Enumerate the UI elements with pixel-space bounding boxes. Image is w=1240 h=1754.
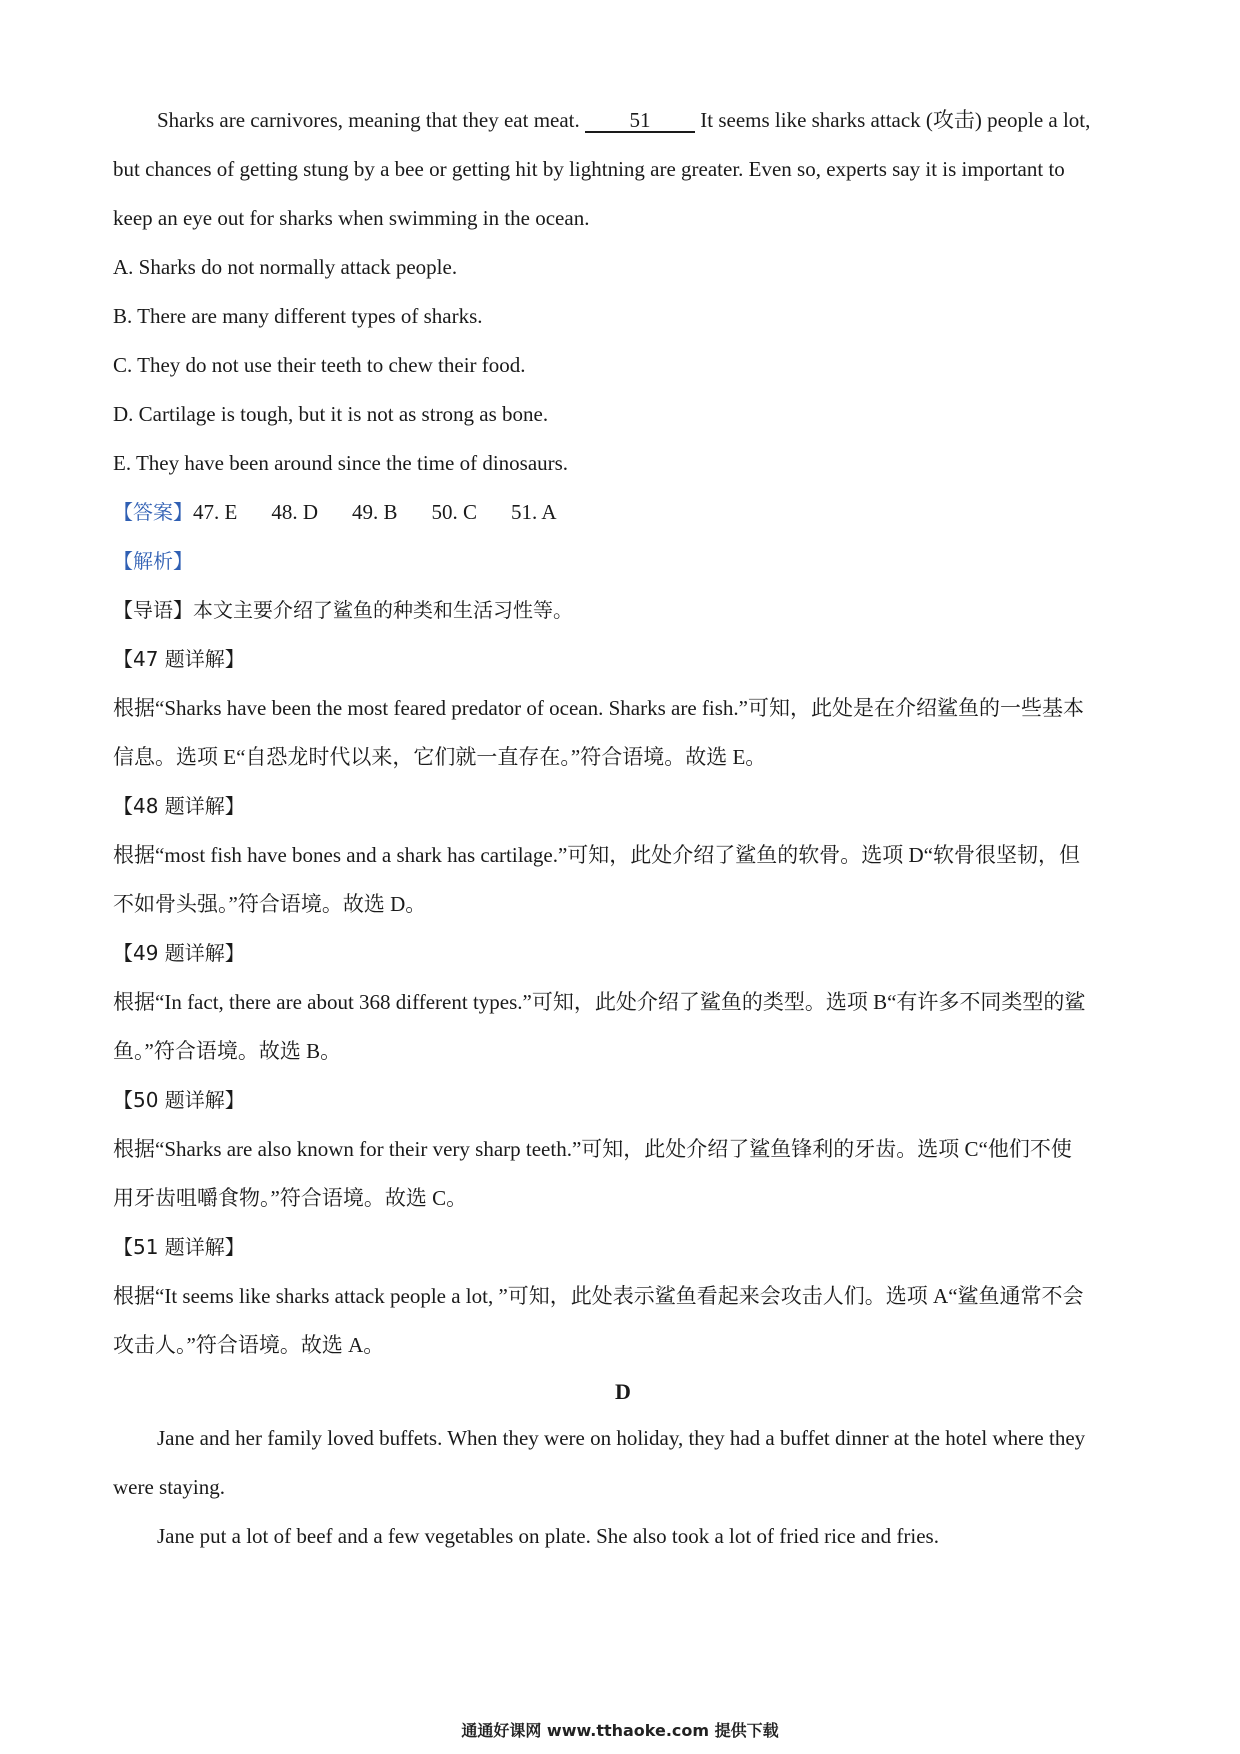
passage-c-line-1 — [113, 96, 1133, 145]
detail-heading-50: 【50 题详解】 — [113, 1088, 245, 1112]
answer-item: 49. B — [352, 500, 398, 524]
page-footer: 通通好课网 www.tthaoke.com 提供下载 — [461, 1721, 779, 1740]
passage-text: It seems like sharks attack (攻击) people a lot, — [695, 108, 1091, 132]
detail-47-line-2: 信息。选项 E“自恐龙时代以来，它们就一直存在。”符合语境。故选 E。 — [113, 745, 767, 769]
answer-blank-51: 51 — [585, 109, 695, 133]
option-d: D. Cartilage is tough, but it is not as strong as bone. — [113, 402, 549, 426]
detail-heading-51: 【51 题详解】 — [113, 1235, 245, 1259]
detail-heading-49: 【49 题详解】 — [113, 941, 245, 965]
option-b: B. There are many different types of sharks. — [113, 304, 483, 328]
detail-50-line-1: 根据“Sharks are also known for their very sharp teeth.”可知，此处介绍了鲨鱼锋利的牙齿。选项 C“他们不使 — [113, 1137, 1072, 1161]
analysis-label: 【解析】 — [113, 549, 193, 573]
option-e: E. They have been around since the time of dinosaurs. — [113, 451, 569, 475]
detail-heading-48: 【48 题详解】 — [113, 794, 245, 818]
option-c: C. They do not use their teeth to chew their food. — [113, 353, 526, 377]
answer-line — [113, 488, 1133, 537]
option-a: A. Sharks do not normally attack people. — [113, 255, 458, 279]
document-page — [113, 96, 1133, 1561]
detail-51-line-2: 攻击人。”符合语境。故选 A。 — [113, 1333, 385, 1357]
section-d-p1-line-2: were staying. — [113, 1475, 225, 1499]
detail-heading-47: 【47 题详解】 — [113, 647, 245, 671]
detail-49-line-1: 根据“In fact, there are about 368 different types.”可知，此处介绍了鲨鱼的类型。选项 B“有许多不同类型的鲨 — [113, 990, 1086, 1014]
passage-text: Sharks are carnivores, meaning that they eat meat. — [157, 108, 585, 132]
section-d-p2: Jane put a lot of beef and a few vegetables on plate. She also took a lot of fried rice and fries. — [157, 1524, 939, 1548]
detail-51-line-1: 根据“It seems like sharks attack people a lot, ”可知，此处表示鲨鱼看起来会攻击人们。选项 A“鲨鱼通常不会 — [113, 1284, 1084, 1308]
detail-50-line-2: 用牙齿咀嚼食物。”符合语境。故选 C。 — [113, 1186, 468, 1210]
answer-item: 50. C — [431, 500, 478, 524]
detail-48-line-2: 不如骨头强。”符合语境。故选 D。 — [113, 892, 427, 916]
detail-48-line-1: 根据“most fish have bones and a shark has cartilage.”可知，此处介绍了鲨鱼的软骨。选项 D“软骨很坚韧，但 — [113, 843, 1081, 867]
detail-47-line-1: 根据“Sharks have been the most feared predator of ocean. Sharks are fish.”可知，此处是在介绍鲨鱼的一些基本 — [113, 696, 1085, 720]
answer-label: 【答案】 — [113, 500, 193, 524]
passage-c-line-2: but chances of getting stung by a bee or getting hit by lightning are greater. Even so, experts say it is important to — [113, 157, 1065, 181]
answer-item: 47. E — [193, 500, 238, 524]
answer-item: 51. A — [511, 500, 557, 524]
section-d-p1-line-1: Jane and her family loved buffets. When they were on holiday, they had a buffet dinner at the hotel where they — [157, 1426, 1086, 1450]
section-d-title: D — [615, 1379, 631, 1404]
passage-c-line-3: keep an eye out for sharks when swimming in the ocean. — [113, 206, 590, 230]
guide-text: 【导语】本文主要介绍了鲨鱼的种类和生活习性等。 — [113, 598, 573, 622]
answer-item: 48. D — [271, 500, 318, 524]
detail-49-line-2: 鱼。”符合语境。故选 B。 — [113, 1039, 342, 1063]
